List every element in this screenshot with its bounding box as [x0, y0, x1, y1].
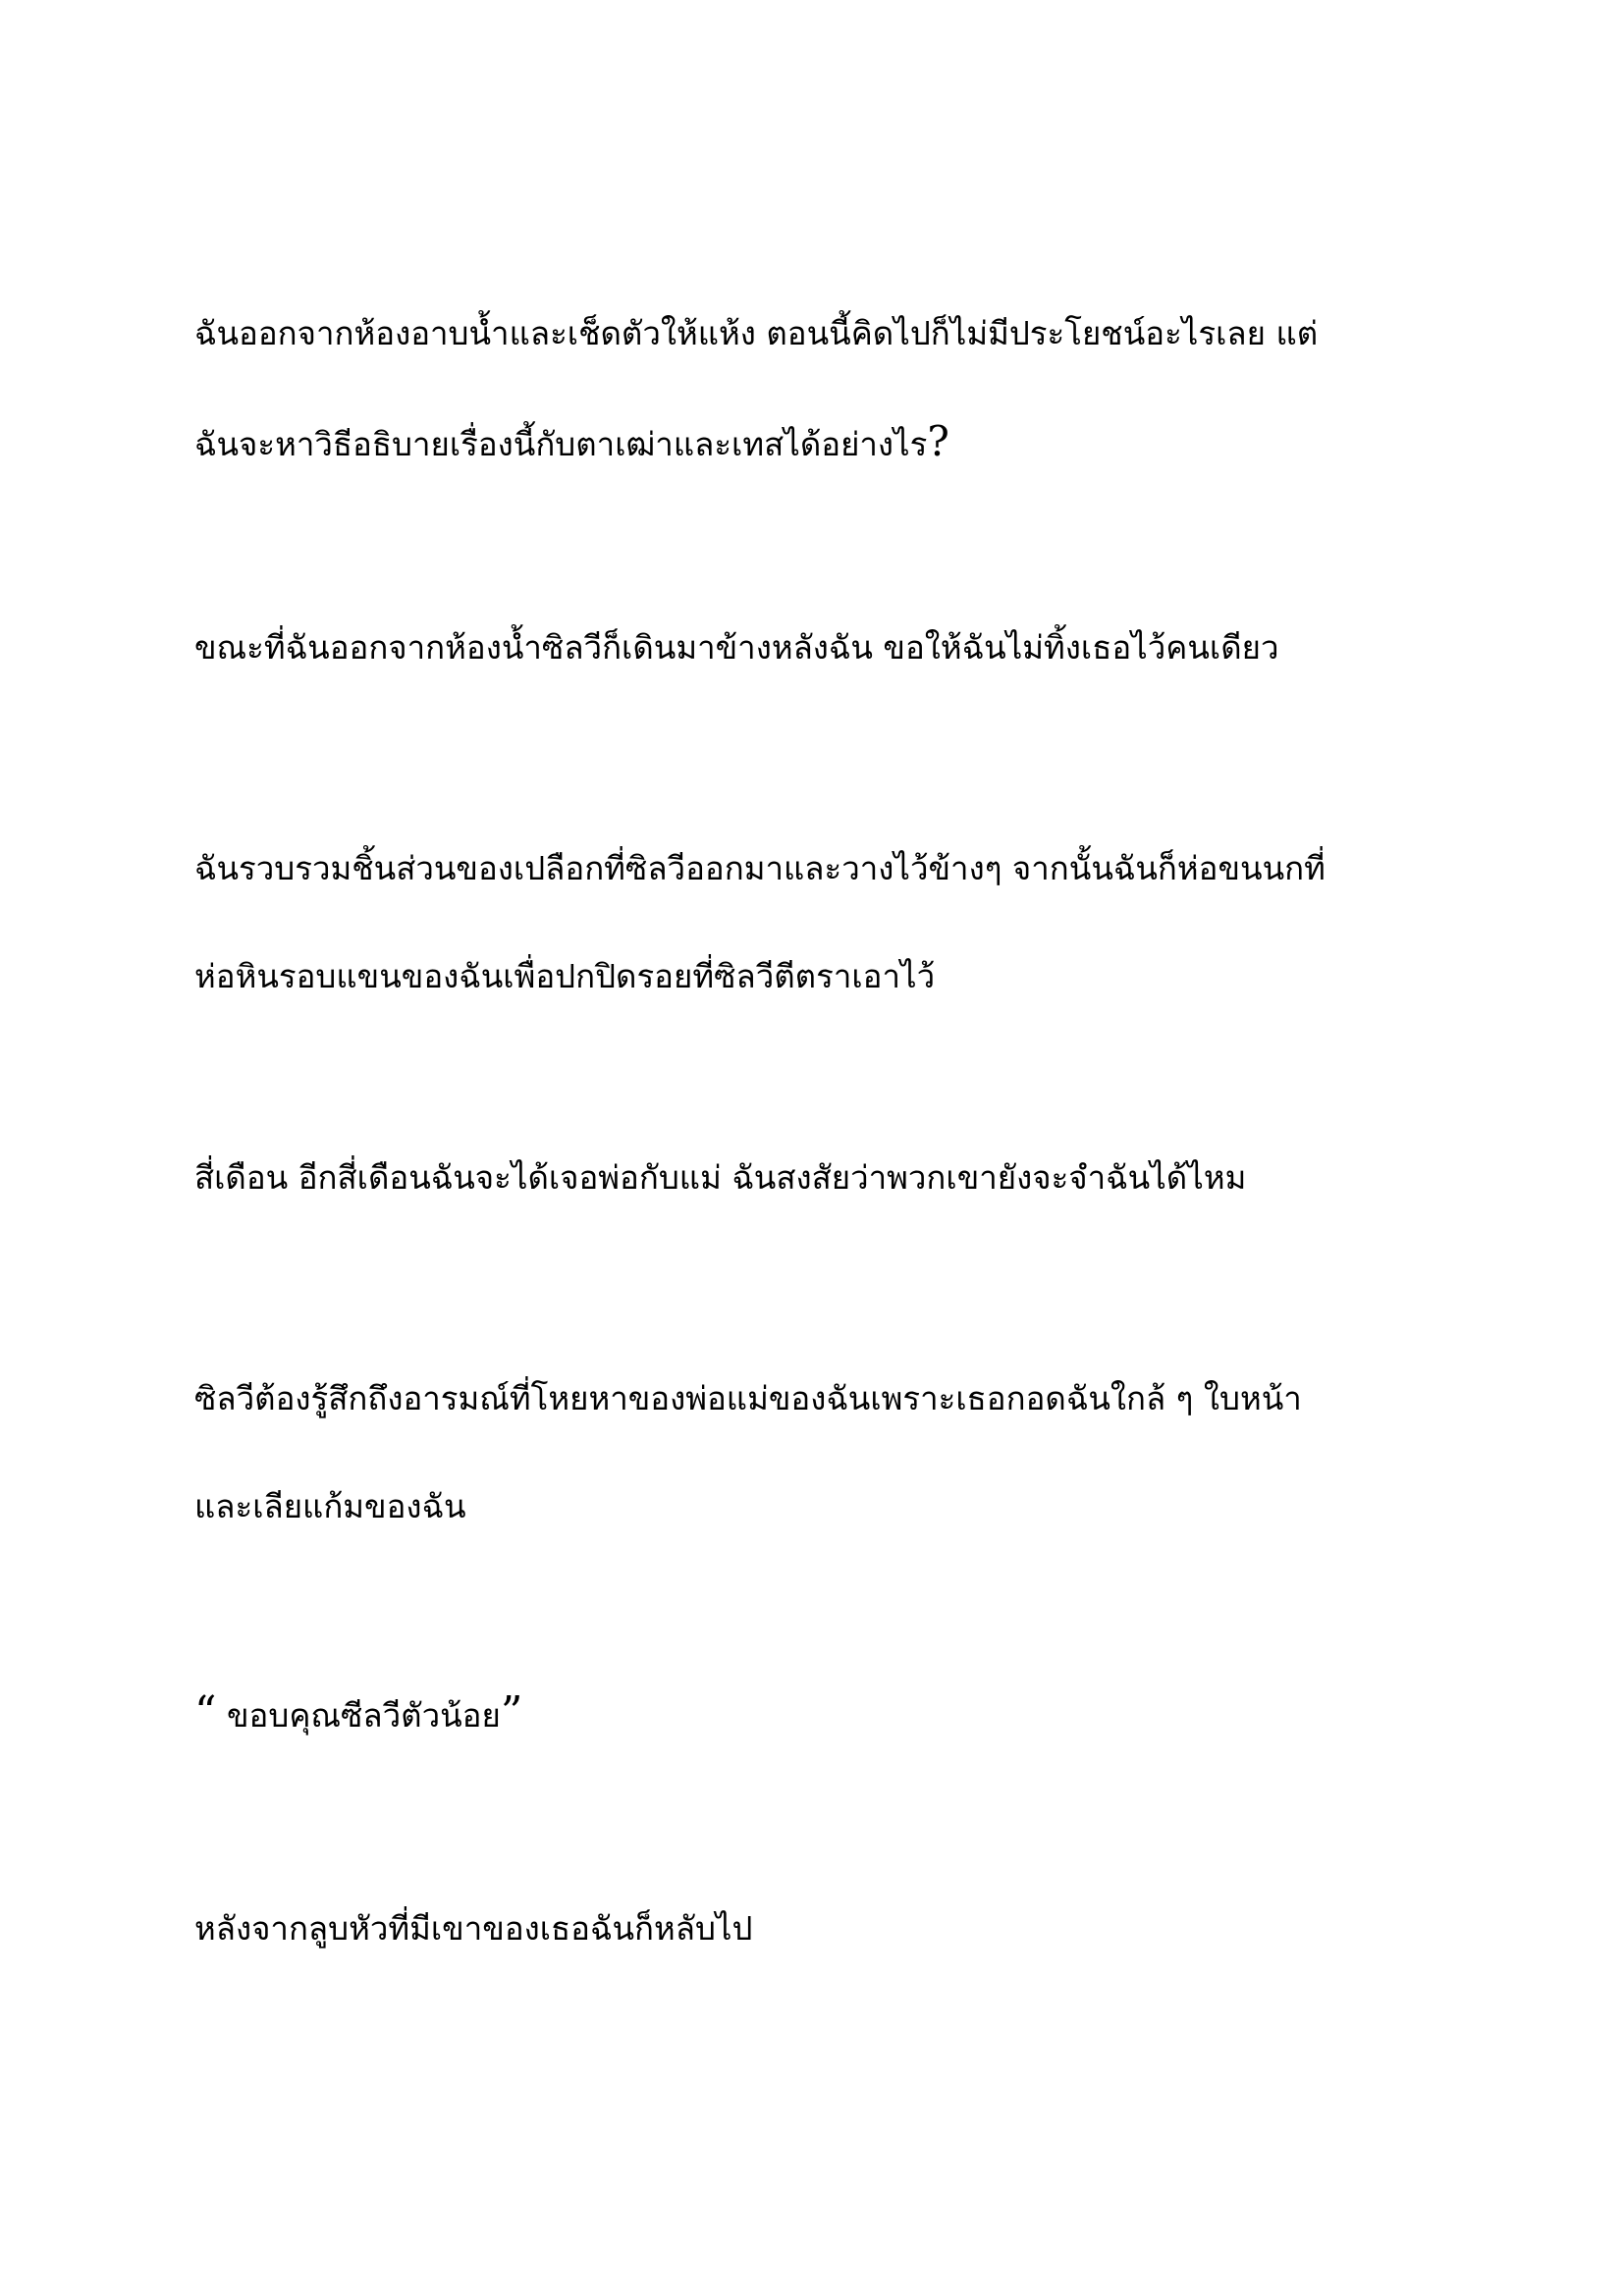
paragraph-line: ซิลวีต้องรู้สึกถึงอารมณ์ที่โหยหาของพ่อแม่ของฉันเพราะเธอกอดฉันใกล้ ๆ ใบหน้า	[194, 1379, 1302, 1417]
paragraph-line: และเลียแก้มของฉัน	[194, 1487, 466, 1525]
paragraph-line: ขณะที่ฉันออกจากห้องน้ำซิลวีก็เดินมาข้างหลังฉัน ขอให้ฉันไม่ทิ้งเธอไว้คนเดียว	[194, 628, 1279, 667]
close-quote-mark: ”	[500, 1687, 523, 1737]
paragraph-line: หลังจากลูบหัวที่มีเขาของเธอฉันก็หลับไป	[194, 1909, 753, 1948]
paragraph-thank-you-quote	[194, 1659, 1432, 1770]
open-quote-mark: “	[194, 1687, 217, 1737]
question-mark: ?	[927, 417, 949, 465]
paragraph-line: ฉันรวบรวมชิ้นส่วนของเปลือกที่ซิลวีออกมาและวางไว้ข้างๆ จากนั้นฉันก็ห่อขนนกที่	[194, 849, 1326, 887]
paragraph-line: สี่เดือน อีกสี่เดือนฉันจะได้เจอพ่อกับแม่ ฉันสงสัยว่าพวกเขายังจะจำฉันได้ไหม	[194, 1158, 1247, 1197]
paragraph-gathering-shell	[194, 815, 1432, 1031]
paragraph-sylvie-follows	[194, 594, 1432, 702]
paragraph-four-months	[194, 1124, 1432, 1232]
quote-text: ขอบคุณซีลวีตัวน้อย	[216, 1696, 501, 1735]
paragraph-line: ฉันออกจากห้องอาบน้ำและเช็ดตัวให้แห้ง ตอนนี้คิดไปก็ไม่มีประโยชน์อะไรเลย แต่	[194, 314, 1319, 352]
paragraph-line: ห่อหินรอบแขนของฉันเพื่อปกปิดรอยที่ซิลวีตีตราเอาไว้	[194, 957, 936, 995]
paragraph-line: ฉันจะหาวิธีอธิบายเรื่องนี้กับตาเฒ่าและเทสได้อย่างไร	[194, 425, 928, 463]
paragraph-falling-asleep	[194, 1875, 1432, 1983]
paragraph-leaving-bathroom	[194, 280, 1432, 499]
paragraph-sylvie-hugs	[194, 1345, 1432, 1561]
